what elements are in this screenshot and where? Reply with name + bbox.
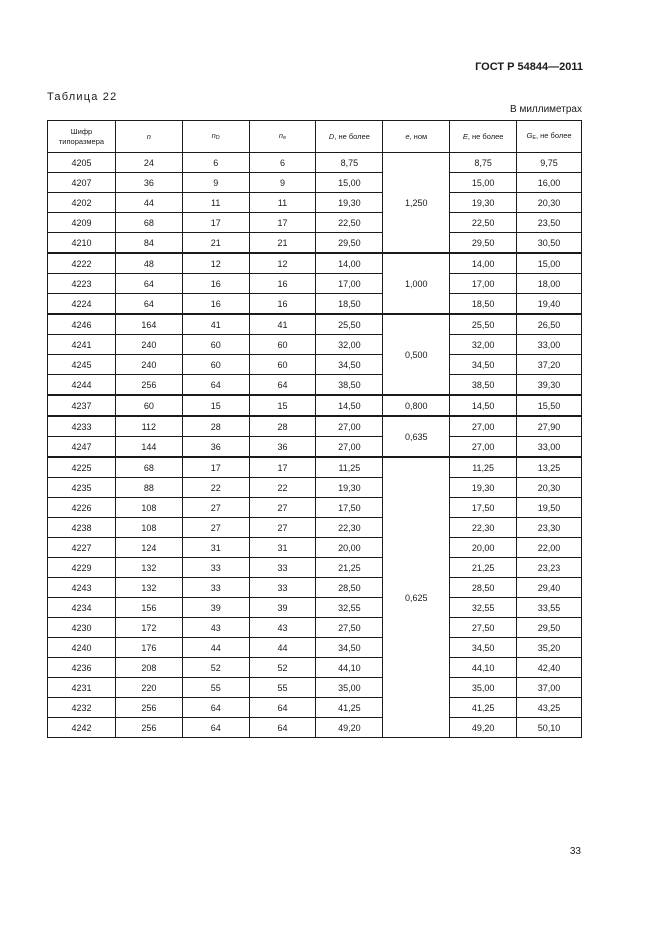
cell-ne: 27 (249, 518, 316, 538)
cell-nd: 33 (182, 558, 249, 578)
cell-e-upper-max: 17,00 (450, 274, 517, 294)
cell-n: 68 (115, 213, 182, 233)
cell-g-max: 29,50 (517, 618, 582, 638)
table-row (48, 457, 582, 478)
table-header-row (48, 121, 582, 153)
cell-g-max: 9,75 (517, 153, 582, 173)
cell-type-code: 4223 (48, 274, 116, 294)
cell-type-code: 4202 (48, 193, 116, 213)
cell-g-max: 20,30 (517, 478, 582, 498)
cell-d-max: 35,00 (316, 678, 383, 698)
cell-e-upper-max: 41,25 (450, 698, 517, 718)
cell-nd: 6 (182, 153, 249, 173)
cell-ne: 44 (249, 638, 316, 658)
spec-table (47, 120, 582, 738)
cell-d-max: 19,30 (316, 478, 383, 498)
table-row (48, 233, 582, 254)
table-title: Таблица 22 (47, 91, 118, 103)
cell-d-max: 21,25 (316, 558, 383, 578)
cell-ne: 60 (249, 355, 316, 375)
table-row (48, 274, 582, 294)
cell-type-code: 4231 (48, 678, 116, 698)
cell-e-upper-max: 34,50 (450, 355, 517, 375)
cell-d-max: 11,25 (316, 457, 383, 478)
cell-d-max: 27,00 (316, 416, 383, 437)
cell-nd: 9 (182, 173, 249, 193)
cell-nd: 16 (182, 274, 249, 294)
cell-d-max: 22,50 (316, 213, 383, 233)
table-row (48, 193, 582, 213)
cell-type-code: 4222 (48, 253, 116, 274)
cell-e-upper-max: 28,50 (450, 578, 517, 598)
cell-nd: 27 (182, 498, 249, 518)
cell-g-max: 26,50 (517, 314, 582, 335)
e-upper-suffix: , не более (467, 131, 504, 141)
cell-e-upper-max: 11,25 (450, 457, 517, 478)
col-header-ne (249, 121, 316, 153)
cell-g-max: 33,55 (517, 598, 582, 618)
cell-n: 256 (115, 375, 182, 396)
table-row (48, 678, 582, 698)
cell-e-upper-max: 17,50 (450, 498, 517, 518)
cell-type-code: 4210 (48, 233, 116, 254)
g-symbol: G (526, 130, 533, 140)
cell-type-code: 4235 (48, 478, 116, 498)
cell-nd: 15 (182, 395, 249, 416)
cell-e-upper-max: 29,50 (450, 233, 517, 254)
cell-g-max: 23,30 (517, 518, 582, 538)
cell-nd: 41 (182, 314, 249, 335)
col-header-nd (182, 121, 249, 153)
cell-e-upper-max: 19,30 (450, 193, 517, 213)
cell-n: 164 (115, 314, 182, 335)
cell-n: 240 (115, 355, 182, 375)
cell-n: 68 (115, 457, 182, 478)
cell-nd: 64 (182, 718, 249, 738)
cell-type-code: 4207 (48, 173, 116, 193)
cell-ne: 27 (249, 498, 316, 518)
cell-ne: 64 (249, 698, 316, 718)
cell-nd: 64 (182, 375, 249, 396)
cell-g-max: 39,30 (517, 375, 582, 396)
table-row (48, 335, 582, 355)
cell-e-upper-max: 44,10 (450, 658, 517, 678)
cell-nd: 17 (182, 213, 249, 233)
table-row (48, 518, 582, 538)
cell-type-code: 4247 (48, 437, 116, 458)
table-row (48, 478, 582, 498)
cell-type-code: 4229 (48, 558, 116, 578)
cell-nd: 28 (182, 416, 249, 437)
cell-g-max: 50,10 (517, 718, 582, 738)
cell-type-code: 4245 (48, 355, 116, 375)
cell-ne: 22 (249, 478, 316, 498)
cell-nd: 43 (182, 618, 249, 638)
table-row (48, 253, 582, 274)
cell-nd: 12 (182, 253, 249, 274)
nd-symbol: n (211, 130, 216, 140)
cell-type-code: 4241 (48, 335, 116, 355)
cell-n: 172 (115, 618, 182, 638)
table-row (48, 498, 582, 518)
cell-g-max: 37,20 (517, 355, 582, 375)
cell-ne: 15 (249, 395, 316, 416)
page-number: 33 (569, 846, 581, 857)
cell-ne: 43 (249, 618, 316, 638)
cell-d-max: 34,50 (316, 355, 383, 375)
cell-g-max: 13,25 (517, 457, 582, 478)
cell-g-max: 19,40 (517, 294, 582, 315)
cell-e-upper-max: 34,50 (450, 638, 517, 658)
col-header-d (316, 121, 383, 153)
cell-type-code: 4205 (48, 153, 116, 173)
cell-g-max: 27,90 (517, 416, 582, 437)
cell-ne: 33 (249, 578, 316, 598)
cell-n: 24 (115, 153, 182, 173)
cell-d-max: 49,20 (316, 718, 383, 738)
cell-d-max: 20,00 (316, 538, 383, 558)
cell-g-max: 30,50 (517, 233, 582, 254)
e-suffix: , ном (409, 131, 428, 141)
cell-nd: 33 (182, 578, 249, 598)
cell-ne: 16 (249, 294, 316, 315)
cell-nd: 64 (182, 698, 249, 718)
cell-type-code: 4238 (48, 518, 116, 538)
cell-n: 132 (115, 578, 182, 598)
table-row (48, 618, 582, 638)
cell-e-upper-max: 32,55 (450, 598, 517, 618)
cell-type-code: 4234 (48, 598, 116, 618)
cell-ne: 17 (249, 457, 316, 478)
cell-ne: 31 (249, 538, 316, 558)
cell-d-max: 14,50 (316, 395, 383, 416)
cell-n: 36 (115, 173, 182, 193)
cell-d-max: 32,00 (316, 335, 383, 355)
cell-ne: 11 (249, 193, 316, 213)
cell-type-code: 4244 (48, 375, 116, 396)
cell-e-upper-max: 19,30 (450, 478, 517, 498)
cell-n: 176 (115, 638, 182, 658)
cell-d-max: 19,30 (316, 193, 383, 213)
table-row (48, 437, 582, 458)
cell-ne: 52 (249, 658, 316, 678)
cell-ne: 28 (249, 416, 316, 437)
cell-d-max: 29,50 (316, 233, 383, 254)
cell-type-code: 4226 (48, 498, 116, 518)
cell-ne: 64 (249, 375, 316, 396)
cell-g-max: 19,50 (517, 498, 582, 518)
cell-type-code: 4236 (48, 658, 116, 678)
cell-type-code: 4227 (48, 538, 116, 558)
table-row (48, 638, 582, 658)
cell-e-upper-max: 14,00 (450, 253, 517, 274)
table-row (48, 558, 582, 578)
cell-type-code: 4246 (48, 314, 116, 335)
cell-nd: 55 (182, 678, 249, 698)
cell-n: 156 (115, 598, 182, 618)
cell-nd: 21 (182, 233, 249, 254)
cell-nd: 36 (182, 437, 249, 458)
cell-e-upper-max: 38,50 (450, 375, 517, 396)
cell-g-max: 43,25 (517, 698, 582, 718)
cell-g-max: 33,00 (517, 335, 582, 355)
document-standard-code: ГОСТ Р 54844—2011 (475, 61, 583, 73)
cell-e-nom: 0,800 (383, 395, 450, 416)
cell-d-max: 17,00 (316, 274, 383, 294)
cell-g-max: 18,00 (517, 274, 582, 294)
cell-ne: 60 (249, 335, 316, 355)
cell-d-max: 34,50 (316, 638, 383, 658)
col-header-n (115, 121, 182, 153)
cell-n: 256 (115, 718, 182, 738)
cell-type-code: 4243 (48, 578, 116, 598)
cell-d-max: 22,30 (316, 518, 383, 538)
cell-n: 208 (115, 658, 182, 678)
cell-d-max: 27,00 (316, 437, 383, 458)
cell-e-upper-max: 21,25 (450, 558, 517, 578)
cell-ne: 41 (249, 314, 316, 335)
cell-d-max: 25,50 (316, 314, 383, 335)
cell-n: 220 (115, 678, 182, 698)
g-subscript: E (532, 134, 536, 141)
cell-n: 108 (115, 498, 182, 518)
cell-g-max: 23,23 (517, 558, 582, 578)
cell-e-nom: 1,250 (383, 153, 450, 254)
cell-d-max: 44,10 (316, 658, 383, 678)
table-row (48, 718, 582, 738)
cell-e-nom: 0,635 (383, 416, 450, 457)
cell-nd: 60 (182, 335, 249, 355)
cell-g-max: 23,50 (517, 213, 582, 233)
table-row (48, 598, 582, 618)
cell-d-max: 28,50 (316, 578, 383, 598)
cell-ne: 17 (249, 213, 316, 233)
cell-d-max: 15,00 (316, 173, 383, 193)
cell-nd: 11 (182, 193, 249, 213)
cell-g-max: 16,00 (517, 173, 582, 193)
cell-type-code: 4225 (48, 457, 116, 478)
col-header-type (48, 121, 116, 153)
cell-e-nom: 0,625 (383, 457, 450, 738)
ne-subscript: e (283, 134, 287, 141)
cell-e-nom: 0,500 (383, 314, 450, 395)
cell-nd: 31 (182, 538, 249, 558)
cell-ne: 33 (249, 558, 316, 578)
cell-n: 48 (115, 253, 182, 274)
cell-nd: 39 (182, 598, 249, 618)
cell-type-code: 4237 (48, 395, 116, 416)
table-row (48, 294, 582, 315)
cell-n: 60 (115, 395, 182, 416)
cell-n: 112 (115, 416, 182, 437)
cell-n: 240 (115, 335, 182, 355)
cell-ne: 55 (249, 678, 316, 698)
cell-g-max: 37,00 (517, 678, 582, 698)
cell-n: 84 (115, 233, 182, 254)
cell-nd: 27 (182, 518, 249, 538)
cell-e-upper-max: 22,50 (450, 213, 517, 233)
cell-type-code: 4233 (48, 416, 116, 437)
cell-type-code: 4230 (48, 618, 116, 638)
g-suffix: , не более (535, 130, 572, 140)
cell-e-upper-max: 18,50 (450, 294, 517, 315)
cell-e-upper-max: 27,00 (450, 416, 517, 437)
col-header-e-upper (450, 121, 517, 153)
cell-type-code: 4224 (48, 294, 116, 315)
cell-ne: 21 (249, 233, 316, 254)
table-row (48, 355, 582, 375)
cell-g-max: 33,00 (517, 437, 582, 458)
cell-nd: 22 (182, 478, 249, 498)
cell-e-upper-max: 8,75 (450, 153, 517, 173)
table-row (48, 153, 582, 173)
cell-d-max: 32,55 (316, 598, 383, 618)
table-row (48, 213, 582, 233)
cell-e-upper-max: 27,50 (450, 618, 517, 638)
cell-d-max: 8,75 (316, 153, 383, 173)
cell-g-max: 42,40 (517, 658, 582, 678)
cell-d-max: 14,00 (316, 253, 383, 274)
cell-e-upper-max: 15,00 (450, 173, 517, 193)
cell-e-upper-max: 35,00 (450, 678, 517, 698)
table-row (48, 375, 582, 396)
cell-g-max: 22,00 (517, 538, 582, 558)
cell-n: 88 (115, 478, 182, 498)
cell-e-upper-max: 49,20 (450, 718, 517, 738)
cell-ne: 6 (249, 153, 316, 173)
cell-nd: 52 (182, 658, 249, 678)
table-row (48, 173, 582, 193)
table-row (48, 395, 582, 416)
cell-n: 108 (115, 518, 182, 538)
cell-d-max: 17,50 (316, 498, 383, 518)
cell-n: 132 (115, 558, 182, 578)
cell-type-code: 4240 (48, 638, 116, 658)
e-upper-symbol: E (462, 131, 468, 141)
cell-n: 44 (115, 193, 182, 213)
nd-subscript: D (215, 134, 220, 141)
table-row (48, 658, 582, 678)
cell-type-code: 4232 (48, 698, 116, 718)
cell-type-code: 4209 (48, 213, 116, 233)
cell-d-max: 18,50 (316, 294, 383, 315)
table-row (48, 578, 582, 598)
table-body (48, 153, 582, 738)
cell-e-upper-max: 27,00 (450, 437, 517, 458)
cell-n: 64 (115, 294, 182, 315)
units-note: В миллиметрах (510, 104, 582, 115)
d-symbol: D (328, 131, 335, 141)
cell-n: 256 (115, 698, 182, 718)
cell-e-nom: 1,000 (383, 253, 450, 314)
e-symbol: e (405, 131, 410, 141)
n-symbol: n (146, 131, 151, 141)
d-suffix: , не более (334, 131, 370, 141)
cell-e-upper-max: 32,00 (450, 335, 517, 355)
cell-d-max: 41,25 (316, 698, 383, 718)
cell-ne: 12 (249, 253, 316, 274)
col-header-type-line2: типоразмера (58, 136, 105, 146)
cell-n: 124 (115, 538, 182, 558)
cell-g-max: 15,00 (517, 253, 582, 274)
cell-ne: 39 (249, 598, 316, 618)
table-row (48, 538, 582, 558)
cell-e-upper-max: 14,50 (450, 395, 517, 416)
col-header-type-line1: Шифр (70, 126, 93, 136)
cell-n: 64 (115, 274, 182, 294)
cell-g-max: 35,20 (517, 638, 582, 658)
cell-g-max: 20,30 (517, 193, 582, 213)
cell-type-code: 4242 (48, 718, 116, 738)
col-header-e (383, 121, 450, 153)
cell-n: 144 (115, 437, 182, 458)
col-header-g (517, 121, 582, 153)
cell-nd: 16 (182, 294, 249, 315)
cell-ne: 36 (249, 437, 316, 458)
cell-e-upper-max: 20,00 (450, 538, 517, 558)
cell-g-max: 15,50 (517, 395, 582, 416)
cell-nd: 17 (182, 457, 249, 478)
cell-nd: 44 (182, 638, 249, 658)
ne-symbol: n (278, 130, 284, 140)
cell-ne: 64 (249, 718, 316, 738)
cell-e-upper-max: 25,50 (450, 314, 517, 335)
cell-ne: 16 (249, 274, 316, 294)
cell-ne: 9 (249, 173, 316, 193)
cell-nd: 60 (182, 355, 249, 375)
cell-g-max: 29,40 (517, 578, 582, 598)
table-row (48, 698, 582, 718)
cell-d-max: 27,50 (316, 618, 383, 638)
table-row (48, 416, 582, 437)
table-row (48, 314, 582, 335)
cell-d-max: 38,50 (316, 375, 383, 396)
cell-e-upper-max: 22,30 (450, 518, 517, 538)
